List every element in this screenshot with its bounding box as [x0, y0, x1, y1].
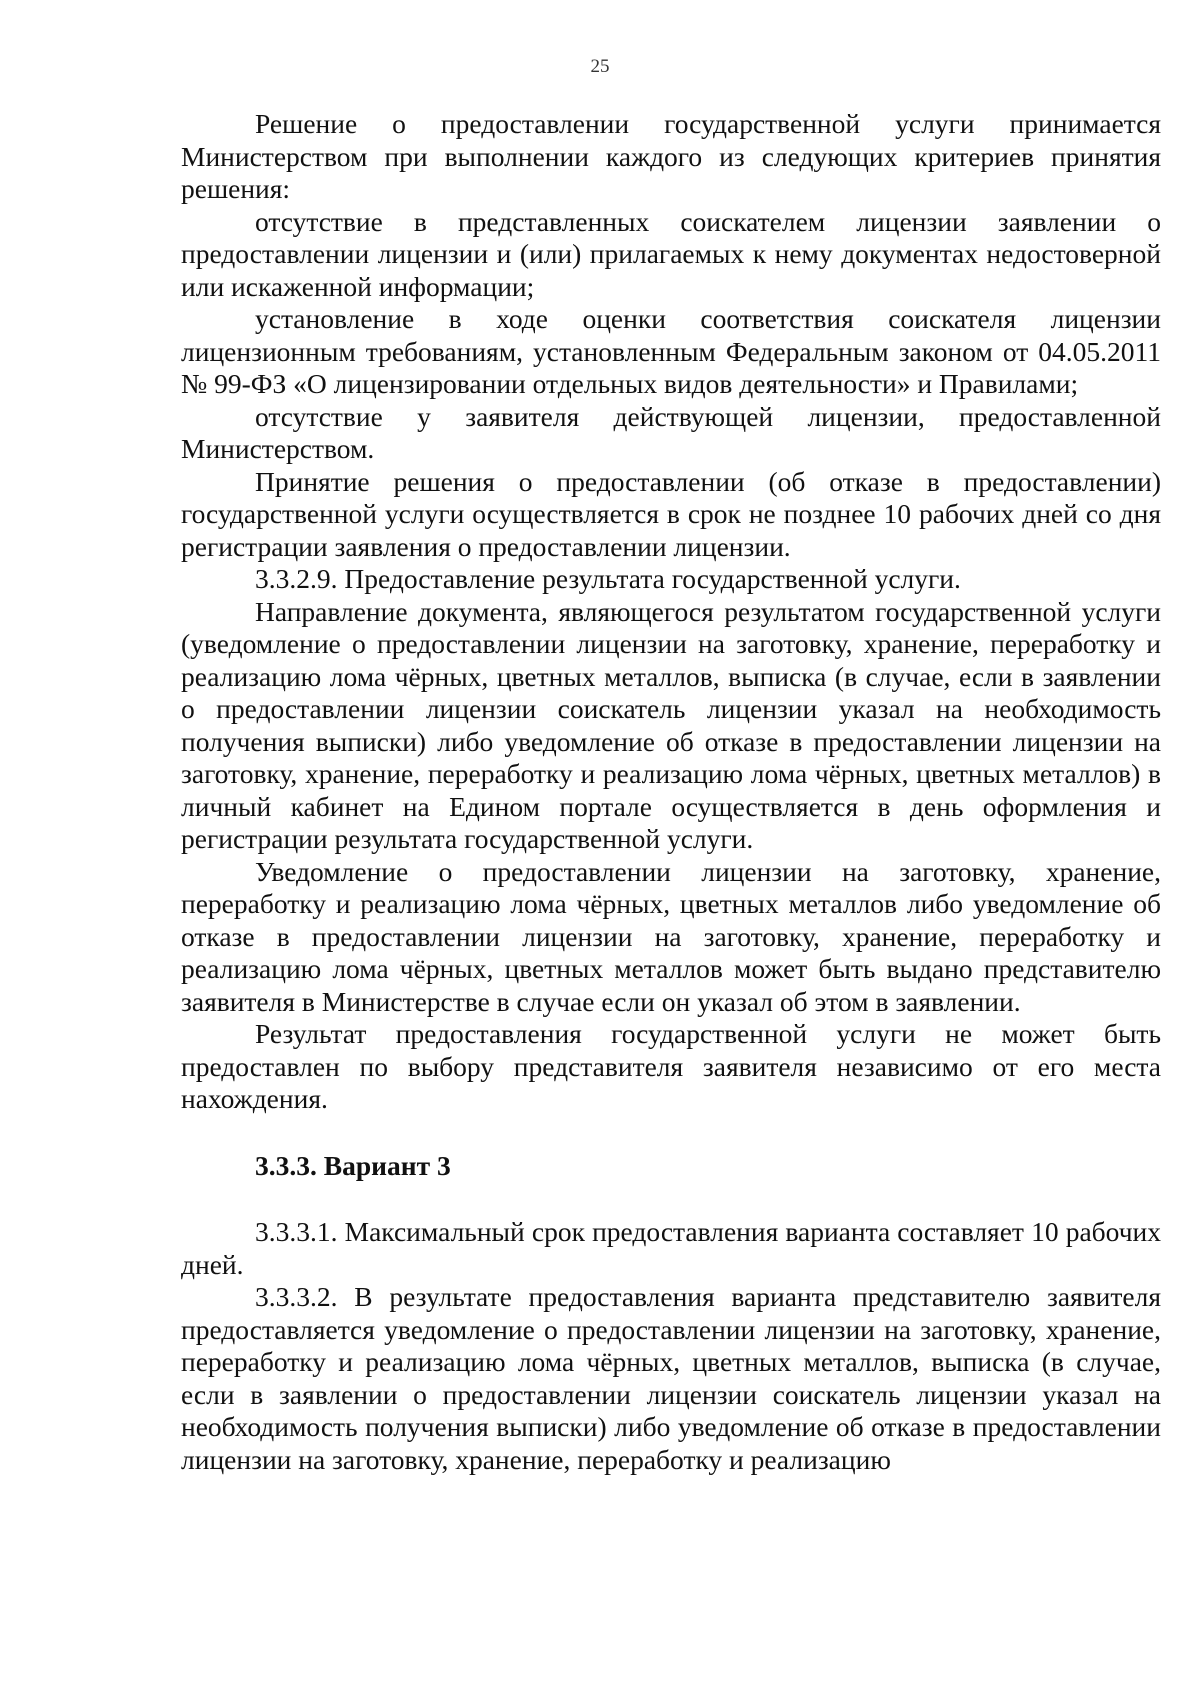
paragraph: 3.3.2.9. Предоставление результата государственной услуги. [255, 563, 961, 594]
paragraph: Уведомление о предоставлении лицензии на заготовку, хранение, переработку и реализацию лома чёрных, цветных металлов либо уведомление об отказе в предоставлении лицензии на заготовку, хранение, переработку и реализацию лома чёрных, цветных металлов может быть выдано представителю заявителя в Министерстве в случае если он указал об этом в заявлении. [181, 855, 1161, 1017]
paragraph: Результат предоставления государственной услуги не может быть предоставлен по выбору представителя заявителя независимо от его места нахождения. [181, 1018, 1161, 1114]
paragraph: отсутствие у заявителя действующей лицензии, предоставленной Министерством. [181, 400, 1161, 464]
paragraph: установление в ходе оценки соответствия соискателя лицензии лицензионным требованиям, установленным Федеральным законом от 04.05.2011 № 99-ФЗ «О лицензировании отдельных видов деятельности» и Правилами; [181, 303, 1161, 399]
paragraph: Решение о предоставлении государственной услуги принимается Министерством при выполнении каждого из следующих критериев принятия решения: [181, 108, 1161, 204]
paragraph: 3.3.3.2. В результате предоставления варианта представителю заявителя предоставляется уведомление о предоставлении лицензии на заготовку, хранение, переработку и реализацию лома чёрных, цветных металлов, выписка (в случае, если в заявлении о предоставлении лицензии соискатель лицензии указал на необходимость получения выписки) либо уведомление об отказе в предоставлении лицензии на заготовку, хранение, переработку и реализацию [181, 1281, 1161, 1475]
page-number: 25 [590, 56, 610, 77]
document-body [181, 108, 1161, 1476]
paragraph: Принятие решения о предоставлении (об отказе в предоставлении) государственной услуги осуществляется в срок не позднее 10 рабочих дней со дня регистрации заявления о предоставлении лицензии. [181, 465, 1161, 562]
paragraph: отсутствие в представленных соискателем лицензии заявлении о предоставлении лицензии и (или) прилагаемых к нему документах недостоверной или искаженной информации; [181, 205, 1161, 302]
section-heading: 3.3.3. Вариант 3 [255, 1149, 451, 1181]
paragraph: Направление документа, являющегося результатом государственной услуги (уведомление о предоставлении лицензии на заготовку, хранение, переработку и реализацию лома чёрных, цветных металлов, выписка (в случае, если в заявлении о предоставлении лицензии соискатель лицензии указал на необходимость получения выписки) либо уведомление об отказе в предоставлении лицензии на заготовку, хранение, переработку и реализацию лома чёрных, цветных металлов) в личный кабинет на Едином портале осуществляется в день оформления и регистрации результата государственной услуги. [181, 595, 1161, 854]
paragraph: 3.3.3.1. Максимальный срок предоставления варианта составляет 10 рабочих дней. [181, 1216, 1161, 1280]
